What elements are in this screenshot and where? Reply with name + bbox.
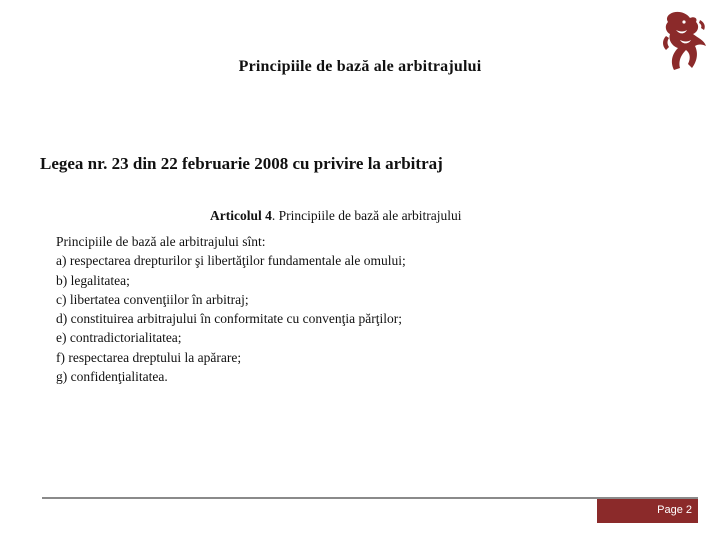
article-line: e) contradictorialitatea;: [56, 330, 182, 346]
article-body: [56, 232, 406, 386]
article-line: c) libertatea convenţiilor în arbitraj;: [56, 291, 249, 307]
article-line: d) constituirea arbitrajului în conformitate cu convenţia părţilor;: [56, 311, 403, 327]
article-line: g) confidenţialitatea.: [56, 369, 168, 385]
article-line: f) respectarea dreptului la apărare;: [56, 349, 242, 365]
page-number-badge: Page 2: [597, 499, 698, 523]
article-line: b) legalitatea;: [56, 272, 130, 288]
slide-title: Principiile de bază ale arbitrajului: [238, 58, 482, 75]
article-line: Principiile de bază ale arbitrajului sînt:: [56, 234, 266, 249]
article-heading: [210, 208, 462, 224]
article-title: . Principiile de bază ale arbitrajului: [271, 208, 462, 223]
article-label: Articolul 4: [210, 208, 272, 223]
article-line: a) respectarea drepturilor şi libertăţilor fundamentale ale omului;: [56, 253, 406, 269]
law-heading: Legea nr. 23 din 22 februarie 2008 cu privire la arbitraj: [40, 154, 443, 173]
